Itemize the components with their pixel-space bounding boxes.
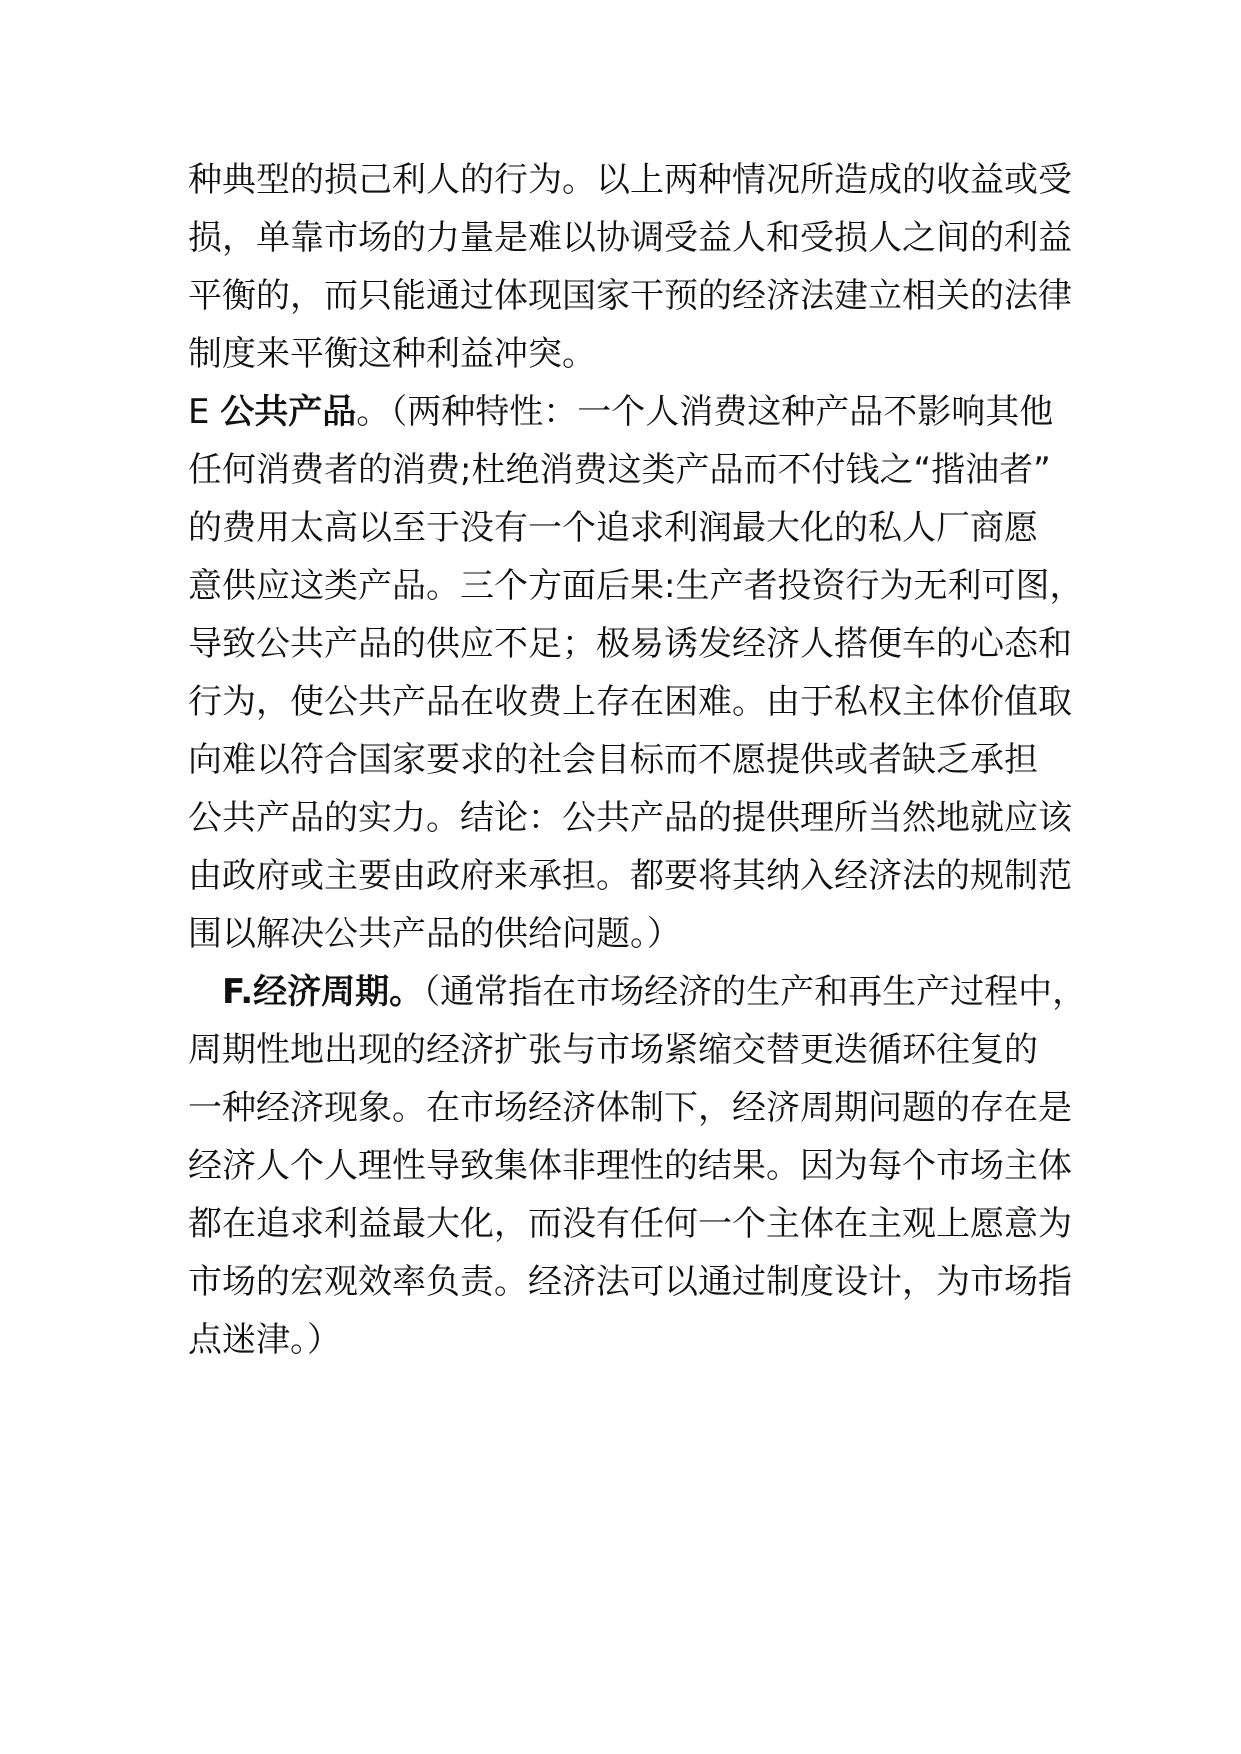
- text-line: 都在追求利益最大化，而没有任何一个主体在主观上愿意为: [188, 1204, 1072, 1244]
- section-e-text: 。（两种特性：一个人消费这种产品不影响其他: [356, 392, 1054, 432]
- text-line: 公共产品的实力。结论：公共产品的提供理所当然地就应该: [188, 798, 1072, 838]
- text-line: 市场的宏观效率负责。经济法可以通过制度设计，为市场指: [188, 1262, 1072, 1302]
- text-line: 点迷津。）: [188, 1320, 341, 1360]
- text-line: 导致公共产品的供应不足；极易诱发经济人搭便车的心态和: [188, 624, 1072, 664]
- section-e-title: 公共产品: [220, 392, 357, 432]
- section-f-heading-line: [222, 970, 1086, 1014]
- text-line: 意供应这类产品。三个方面后果:生产者投资行为无利可图，: [188, 566, 1084, 606]
- text-line: 一种经济现象。在市场经济体制下，经济周期问题的存在是: [188, 1088, 1072, 1128]
- text-line: 向难以符合国家要求的社会目标而不愿提供或者缺乏承担: [188, 740, 1038, 780]
- text-line: 种典型的损己利人的行为。以上两种情况所造成的收益或受: [188, 160, 1072, 200]
- text-line: 行为，使公共产品在收费上存在困难。由于私权主体价值取: [188, 682, 1072, 722]
- text-line: 平衡的，而只能通过体现国家干预的经济法建立相关的法律: [188, 276, 1072, 316]
- text-line: 任何消费者的消费;杜绝消费这类产品而不付钱之“揩油者”: [188, 450, 1051, 490]
- text-line: 周期性地出现的经济扩张与市场紧缩交替更迭循环往复的: [188, 1030, 1038, 1070]
- text-line: 制度来平衡这种利益冲突。: [188, 334, 596, 374]
- text-line: 由政府或主要由政府来承担。都要将其纳入经济法的规制范: [188, 856, 1072, 896]
- section-e-prefix: E: [188, 392, 221, 432]
- section-f-text: （通常指在市场经济的生产和再生产过程中，: [423, 972, 1087, 1012]
- section-f-title: F.经济周期。: [222, 972, 424, 1012]
- text-line: 经济人个人理性导致集体非理性的结果。因为每个市场主体: [188, 1146, 1072, 1186]
- section-e-heading-line: [188, 390, 1053, 434]
- text-line: 围以解决公共产品的供给问题。）: [188, 914, 681, 954]
- text-line: 的费用太高以至于没有一个追求利润最大化的私人厂商愿: [188, 508, 1038, 548]
- text-line: 损，单靠市场的力量是难以协调受益人和受损人之间的利益: [188, 218, 1072, 258]
